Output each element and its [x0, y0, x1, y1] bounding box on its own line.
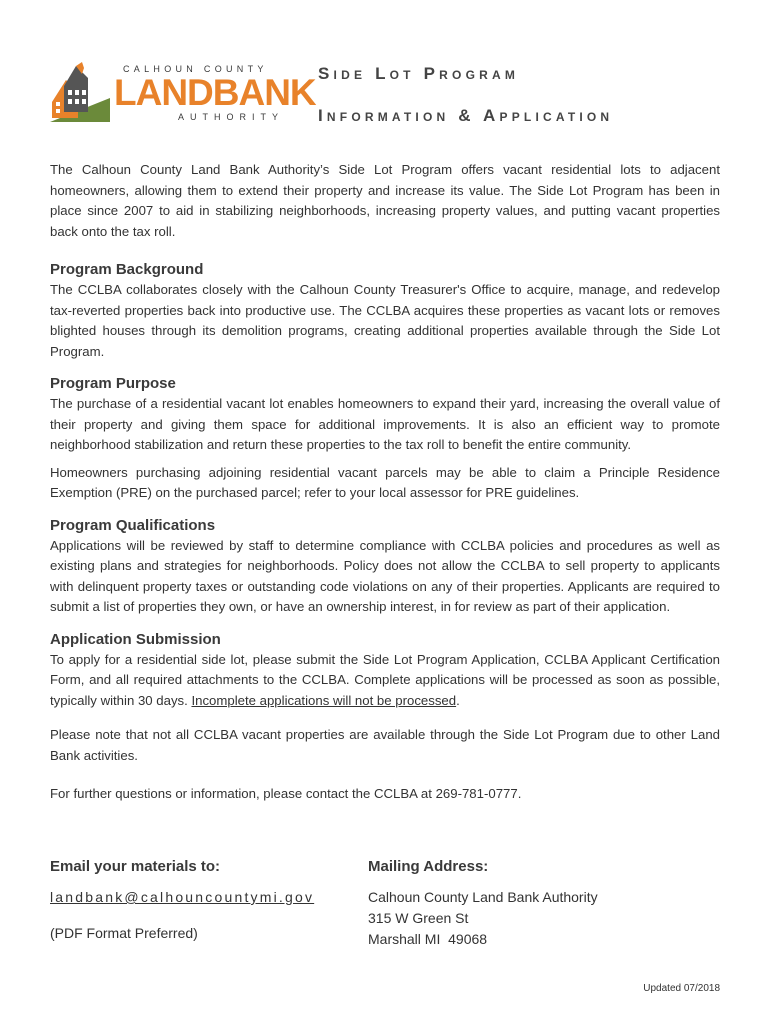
- landbank-logo: [48, 62, 316, 128]
- purpose-heading: Program Purpose: [50, 375, 176, 392]
- qualifications-paragraph: Applications will be reviewed by staff to determine compliance with CCLBA policies and procedures as well as existing plans and strategies for neighborhoods. Policy does not allow the CCLBA to sell property to applicants with delinquent property taxes or outstanding code violations on any of their properties. Applicants are required to submit a list of properties they own, or have an ownership interest, in for review as part of their application.: [50, 537, 720, 614]
- email-link[interactable]: landbank@calhouncountymi.gov: [50, 889, 315, 905]
- mailing-heading: Mailing Address:: [368, 858, 489, 875]
- logo-authority-text: AUTHORITY: [178, 112, 285, 122]
- intro-paragraph: The Calhoun County Land Bank Authority’s Side Lot Program offers vacant residential lots to adjacent homeowners, allowing them to extend their property and increase its value. The Side Lot Program has been in place since 2007 to aid in stabilizing neighborhoods, increasing property values, and putting vacant properties back onto the tax roll.: [50, 162, 720, 239]
- pdf-format-note: (PDF Format Preferred): [50, 925, 198, 941]
- logo-county-text: CALHOUN COUNTY: [123, 64, 268, 74]
- page-subtitle: Information & Application: [318, 106, 614, 125]
- logo-brand-text: LANDBANK: [114, 72, 316, 113]
- address-line-3: Marshall MI 49068: [368, 931, 488, 947]
- pre-paragraph: Homeowners purchasing adjoining residential vacant parcels may be able to claim a Principle Residence Exemption (PRE) on the purchased parcel; refer to your local assessor for PRE guidelines.: [50, 464, 720, 500]
- updated-date: Updated 07/2018: [643, 983, 720, 994]
- qualifications-heading: Program Qualifications: [50, 516, 216, 534]
- background-paragraph: The CCLBA collaborates closely with the Calhoun County Treasurer's Office to acquire, manage, and redevelop tax-reverted properties back into productive use. The CCLBA acquires these properties as vacant lots or removes blighted houses through its demolition programs, creating additional properties available through the Side Lot Program.: [50, 282, 720, 359]
- incomplete-warning: Incomplete applications will not be processed: [191, 692, 457, 708]
- page-title: Side Lot Program: [318, 64, 520, 83]
- submission-paragraph: [50, 650, 720, 712]
- mailing-column: [368, 858, 598, 950]
- background-heading: Program Background: [50, 261, 204, 278]
- email-column: [50, 858, 314, 941]
- submission-text: To apply for a residential side lot, please submit the Side Lot Program Application, CCLBA Applicant Certification Form, and all required attachments to the CCLBA. Complete applications will be processed as soon as possible, typically within 30 days.: [50, 651, 720, 708]
- mailing-address: [368, 887, 598, 950]
- submission-heading: Application Submission: [50, 630, 221, 648]
- submission-end: .: [456, 692, 460, 708]
- document-body: [50, 160, 720, 805]
- address-line-2: 315 W Green St: [368, 910, 469, 926]
- house-logo-icon: [48, 62, 114, 124]
- purpose-paragraph: The purchase of a residential vacant lot enables homeowners to expand their yard, increasing the overall value of their property and giving them space for additional improvements. It is also an efficient way to promote neighborhood stabilization and return these properties to the tax roll to benefit the entire community.: [50, 396, 720, 452]
- contact-section: [50, 858, 720, 968]
- email-heading: Email your materials to:: [50, 858, 221, 875]
- address-line-1: Calhoun County Land Bank Authority: [368, 889, 598, 905]
- contact-line: For further questions or information, please contact the CCLBA at 269-781-0777.: [50, 786, 522, 801]
- availability-note: Please note that not all CCLBA vacant properties are available through the Side Lot Program due to other Land Bank activities.: [50, 727, 720, 763]
